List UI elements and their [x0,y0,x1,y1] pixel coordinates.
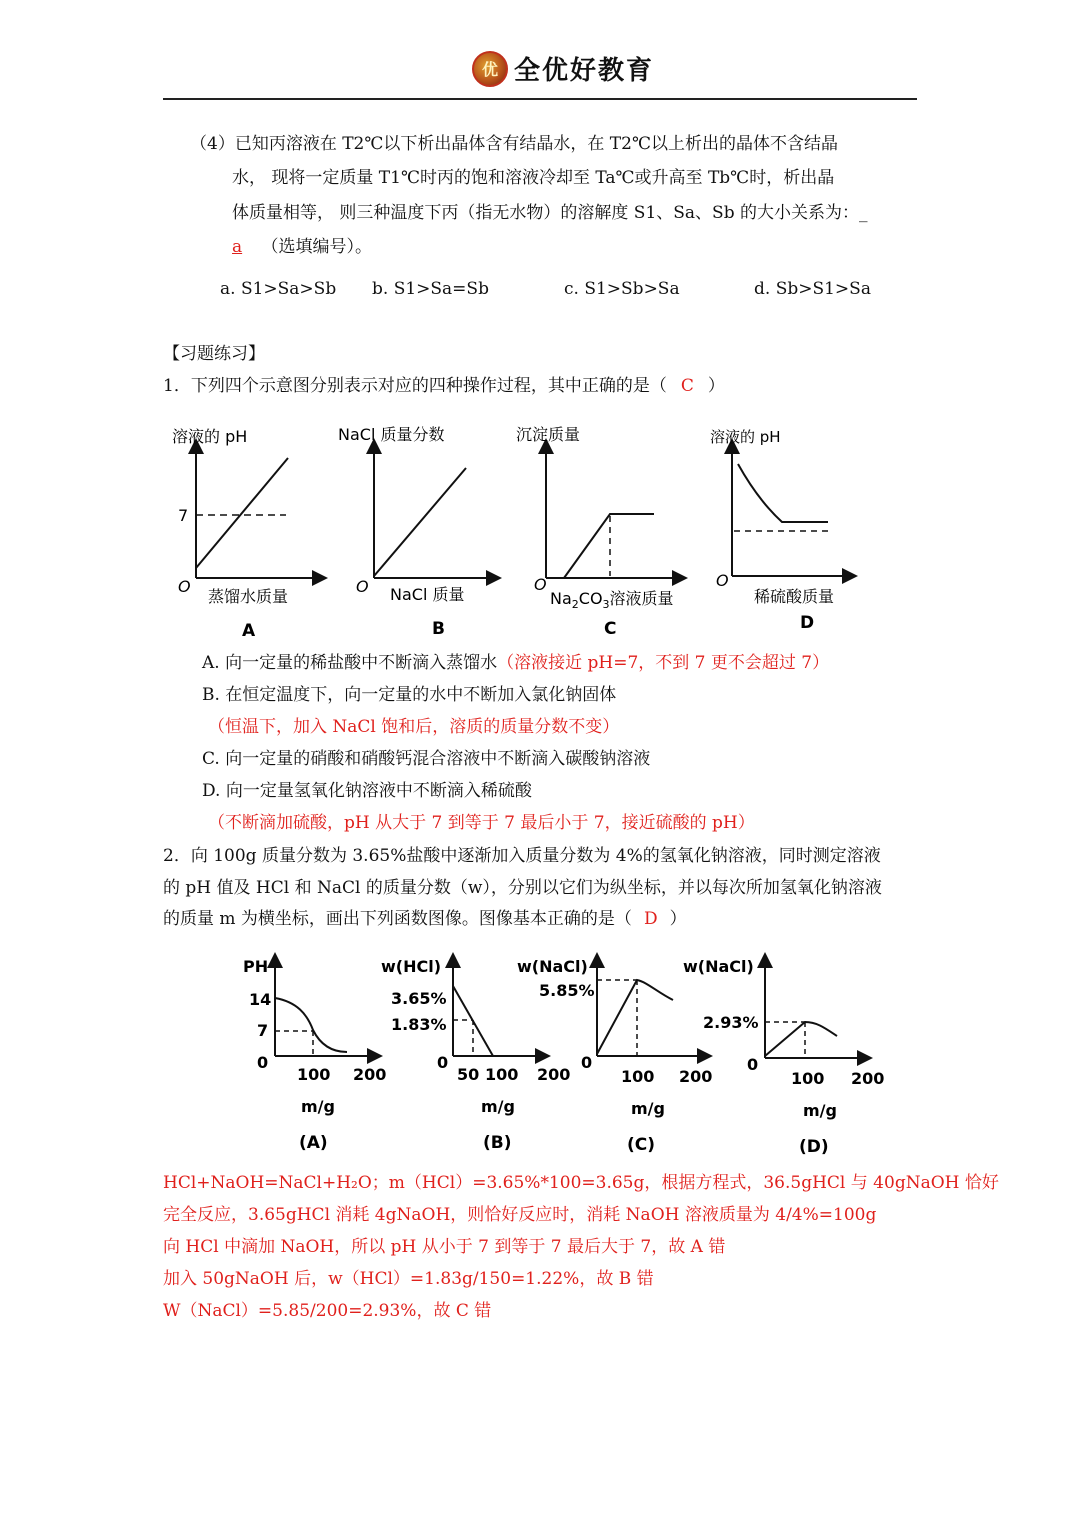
p2-line1: 2．向 100g 质量分数为 3.65%盐酸中逐渐加入质量分数为 4%的氢氧化钠溶液，同时测定溶液 [163,846,881,866]
p1-graph-a [172,427,320,641]
p2-line2: 的 pH 值及 HCl 和 NaCl 的质量分数（w），分别以它们为纵坐标，并以每次所加氢氧化钠溶液 [163,878,882,898]
p2-b-ylabel: w(HCl) [381,957,442,976]
p2-b-letter: (B) [483,1133,512,1153]
q4-option-a: a. S1>Sa>Sb [220,279,337,299]
p2-line3 [163,908,687,930]
header-divider [163,98,917,100]
p2-c-tick-0: 0 [581,1053,593,1072]
p2-c-line [597,980,673,1054]
p2-b-tick-365: 3.65% [391,989,447,1008]
p2-graphs [225,948,895,1163]
p2-b-xtick-200: 200 [537,1065,571,1084]
p1-d-xlabel: 稀硫酸质量 [754,587,835,606]
p2-a-letter: (A) [299,1133,328,1153]
p2-b-xtick-100: 100 [485,1065,519,1084]
p2-b-xlabel: m/g [481,1097,515,1116]
p1-a-line [196,458,288,568]
p2-line3-text: 的质量 m 为横坐标，画出下列函数图像。图像基本正确的是（ [163,909,632,929]
p1-a-letter: A [242,621,256,641]
p2-b-tick-183: 1.83% [391,1015,447,1034]
p2-c-ylabel: w(NaCl) [517,957,588,976]
p1-b-line [374,468,466,576]
p1-b-letter: B [432,619,445,639]
p2-c-xtick-100: 100 [621,1067,655,1086]
q4-line1: （4）已知丙溶液在 T2℃以下析出晶体含有结晶水，在 T2℃以上析出的晶体不含结晶 [190,134,838,154]
p1-b-origin: O [356,577,369,596]
p2-c-xlabel: m/g [631,1099,665,1118]
p1-graphs [160,418,880,648]
logo-badge-icon: 优 [472,51,508,87]
exercise-title: 【习题练习】 [163,344,265,364]
q4-option-b: b. S1>Sa=Sb [372,279,489,299]
p2-graph-c [517,957,712,1155]
p2-a-tick-0: 0 [257,1053,269,1072]
p2-d-xtick-200: 200 [851,1069,885,1088]
p1-option-b: B. 在恒定温度下，向一定量的水中不断加入氯化钠固体 [202,685,617,705]
p1-a-ylabel: 溶液的 pH [172,427,248,446]
p2-explain-2: 完全反应，3.65gHCl 消耗 4gNaOH，则恰好反应时，消耗 NaOH 溶液质量为 4/4%=100g [163,1205,877,1225]
p1-stem-close: ） [707,376,725,396]
p1-graph-c [516,425,680,639]
p2-explain-4: 加入 50gNaOH 后，w（HCl）=1.83g/150=1.22%，故 B 错 [163,1269,654,1289]
p2-a-xtick-200: 200 [353,1065,387,1084]
p1-graph-b [338,425,494,639]
p1-graph-d [710,428,850,633]
p2-c-xtick-200: 200 [679,1067,713,1086]
p2-d-letter: (D) [799,1137,829,1157]
q4-answer-line [232,236,372,258]
p1-d-origin: O [716,571,729,590]
q4-line2: 水， 现将一定质量 T1℃时丙的饱和溶液冷却至 Ta℃或升高至 Tb℃时，析出晶 [232,168,835,188]
logo-text: 全优好教育 [514,56,655,86]
p1-a-tick: 7 [178,506,189,525]
p2-graph-d [683,957,884,1157]
p2-b-tick-0: 0 [437,1053,449,1072]
q4-answer: a [232,237,243,257]
p2-graph-a [243,957,386,1153]
p1-c-letter: C [604,619,617,639]
p1-c-origin: O [534,575,547,594]
p1-option-a-text: A. 向一定量的稀盐酸中不断滴入蒸馏水 [202,653,498,673]
header-logo [472,50,654,87]
p1-option-a-note: （溶液接近 pH=7，不到 7 更不会超过 7） [497,653,830,673]
p1-d-curve [738,464,828,522]
p2-d-line [765,1022,837,1056]
p2-d-tick-293: 2.93% [703,1013,759,1032]
p2-c-tick-585: 5.85% [539,981,595,1000]
p2-d-tick-0: 0 [747,1055,759,1074]
q4-line3-text: 体质量相等， 则三种温度下丙（指无水物）的溶解度 S1、Sa、Sb 的大小关系为： [232,203,859,223]
p2-a-tick-14: 14 [249,990,272,1009]
p2-a-ylabel: PH [243,957,269,976]
p2-d-xtick-100: 100 [791,1069,825,1088]
p1-option-d-note: （不断滴加硫酸，pH 从大于 7 到等于 7 最后小于 7，接近硫酸的 pH） [208,813,755,833]
p2-a-xlabel: m/g [301,1097,335,1116]
q4-option-c: c. S1>Sb>Sa [564,279,680,299]
p1-option-a [202,652,829,674]
q4-hint: （选填编号）。 [261,237,373,257]
p1-option-d: D. 向一定量氢氧化钠溶液中不断滴入稀硫酸 [202,781,532,801]
p1-c-xlabel: $Na_2CO_3$溶液质量 [550,589,674,611]
p2-a-xtick-100: 100 [297,1065,331,1084]
p1-stem-text: 1．下列四个示意图分别表示对应的四种操作过程，其中正确的是（ [163,376,667,396]
p2-c-letter: (C) [627,1135,656,1155]
p1-b-xlabel: NaCl 质量 [390,585,465,604]
p2-b-xtick-50: 50 [457,1065,480,1084]
q4-line3 [232,202,867,224]
p1-d-ylabel: 溶液的 pH [710,428,781,446]
q4-option-d: d. Sb>S1>Sa [754,279,871,299]
p2-a-tick-7: 7 [257,1021,269,1040]
p1-c-ylabel: 沉淀质量 [516,425,581,444]
p1-d-letter: D [800,613,815,633]
p2-explain-1: HCl+NaOH=NaCl+H₂O；m（HCl）=3.65%*100=3.65g，根据方程式，36.5gHCl 与 40gNaOH 恰好 [163,1173,999,1193]
p1-option-c: C. 向一定量的硝酸和硝酸钙混合溶液中不断滴入碳酸钠溶液 [202,749,651,769]
p2-explain-3: 向 HCl 中滴加 NaOH，所以 pH 从小于 7 到等于 7 最后大于 7，故 A 错 [163,1237,726,1257]
p2-line3-close: ） [669,909,687,929]
p1-option-b-note: （恒温下，加入 NaCl 饱和后，溶质的质量分数不变） [208,717,620,737]
p1-a-xlabel: 蒸馏水质量 [208,587,289,606]
p1-b-ylabel: NaCl 质量分数 [338,425,445,444]
p2-a-curve [275,998,347,1052]
p1-c-line [564,514,654,578]
p2-explain-5: W（NaCl）=5.85/200=2.93%，故 C 错 [163,1301,492,1321]
p1-stem [163,375,725,397]
p2-answer: D [643,909,658,929]
p1-answer: C [680,376,694,396]
p1-a-origin: O [178,577,191,596]
p2-d-xlabel: m/g [803,1101,837,1120]
q4-line3-tail: _ [858,203,868,223]
p2-d-ylabel: w(NaCl) [683,957,754,976]
